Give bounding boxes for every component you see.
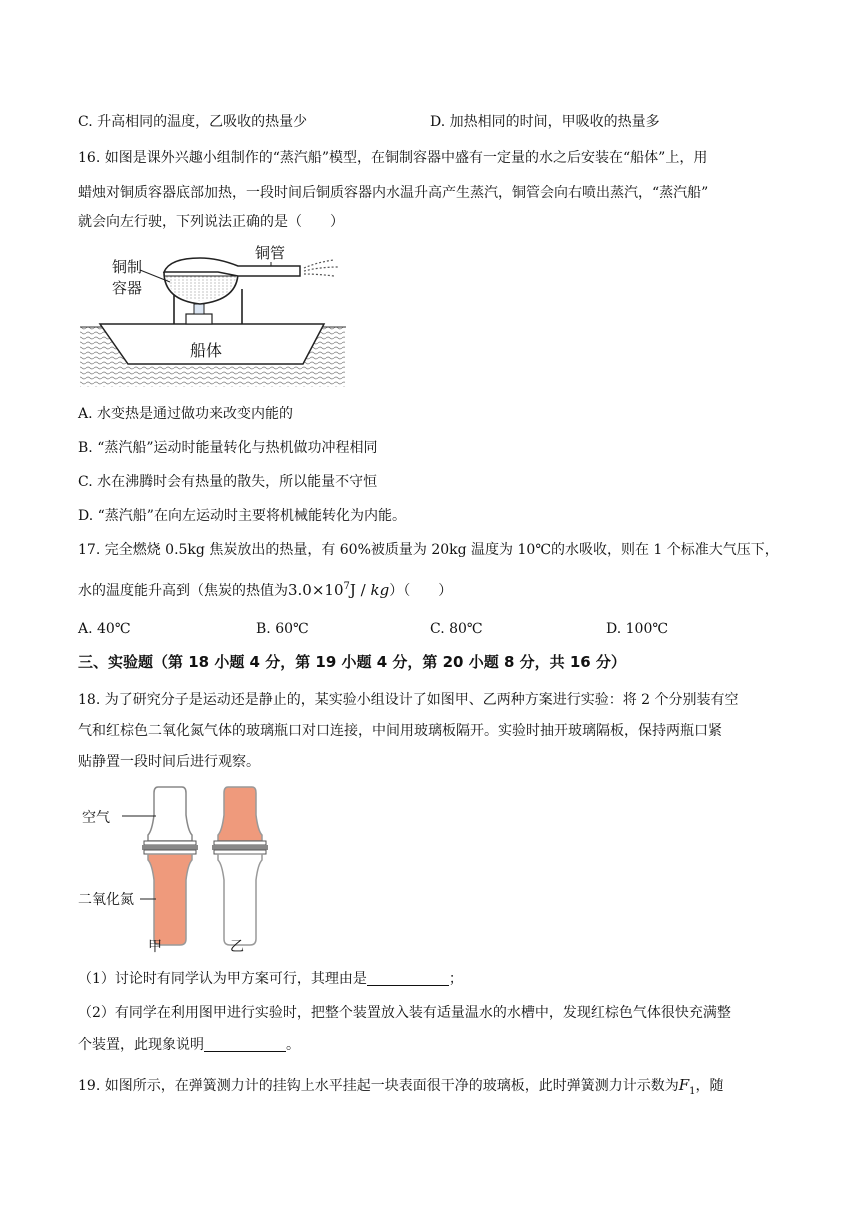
q16-stem-line1: 16. 如图是课外兴趣小组制作的“蒸汽船”模型，在铜制容器中盛有一定量的水之后安装在“船体”上，用 bbox=[78, 150, 708, 166]
label-air: 空气 bbox=[82, 810, 110, 826]
label-copper-container-1: 铜制 bbox=[112, 258, 143, 276]
label-no2: 二氧化氮 bbox=[78, 892, 134, 908]
force-symbol: F bbox=[678, 1076, 690, 1094]
answer-blank-2 bbox=[204, 1037, 286, 1052]
q18-part1: （1）讨论时有同学认为甲方案可行，其理由是 ； bbox=[78, 971, 463, 987]
q17-option-a: A. 40℃ bbox=[78, 621, 131, 637]
q17-option-d: D. 100℃ bbox=[606, 621, 669, 637]
q16-option-d: D. “蒸汽船”在向左运动时主要将机械能转化为内能。 bbox=[78, 508, 406, 524]
q16-stem-line3: 就会向左行驶，下列说法正确的是（ ） bbox=[78, 214, 344, 230]
label-copper-container-2: 容器 bbox=[112, 279, 143, 297]
label-yi: 乙 bbox=[230, 939, 244, 955]
q19-stem-line1: 19. 如图所示，在弹簧测力计的挂钩上水平挂起一块表面很干净的玻璃板，此时弹簧测力计示数为$F_1$，随 bbox=[78, 1076, 724, 1097]
q15-option-c: C. 升高相同的温度，乙吸收的热量少 bbox=[78, 114, 308, 130]
air-bottle-yi bbox=[218, 854, 262, 945]
candle bbox=[186, 314, 212, 324]
q18-stem-line2: 气和红棕色二氧化氮气体的玻璃瓶口对口连接，中间用玻璃板隔开。实验时抽开玻璃隔板，保持两瓶口紧 bbox=[78, 723, 722, 739]
label-copper-pipe: 铜管 bbox=[255, 244, 286, 262]
q16-option-c: C. 水在沸腾时会有热量的散失，所以能量不守恒 bbox=[78, 474, 378, 490]
q17-stem-line2: 水的温度能升高到（焦炭的热值为$3.0\times 10^7J / kg$）（ ） bbox=[78, 581, 453, 599]
bottle-set-yi bbox=[212, 787, 268, 945]
q18-stem-line1: 18. 为了研究分子是运动还是静止的，某实验小组设计了如图甲、乙两种方案进行实验：将 2 个分别装有空 bbox=[78, 692, 739, 708]
q17-option-b: B. 60℃ bbox=[256, 621, 309, 637]
q16-stem-line2: 蜡烛对铜质容器底部加热，一段时间后铜质容器内水温升高产生蒸汽，铜管会向右喷出蒸汽，“蒸汽船” bbox=[78, 185, 709, 201]
q18-part2-line1: （2）有同学在利用图甲进行实验时，把整个装置放入装有适量温水的水槽中，发现红棕色气体很快充满整 bbox=[78, 1005, 731, 1021]
q15-option-d: D. 加热相同的时间，甲吸收的热量多 bbox=[430, 114, 660, 130]
label-boat-hull: 船体 bbox=[190, 341, 223, 360]
section-heading: 三、实验题（第 18 小题 4 分，第 19 小题 4 分，第 20 小题 8 分，共 16 分） bbox=[78, 653, 626, 671]
q17-stem-line1: 17. 完全燃烧 0.5kg 焦炭放出的热量，有 60%被质量为 20kg 温度为 10℃的水吸收，则在 1 个标准大气压下， bbox=[78, 542, 779, 558]
no2-bottle-yi bbox=[218, 787, 262, 841]
answer-blank-1 bbox=[367, 971, 449, 986]
q18-stem-line3: 贴静置一段时间后进行观察。 bbox=[78, 754, 260, 770]
q17-option-c: C. 80℃ bbox=[430, 621, 483, 637]
q16-option-b: B. “蒸汽船”运动时能量转化与热机做功冲程相同 bbox=[78, 440, 378, 456]
air-bottle-jia bbox=[148, 787, 192, 841]
heat-value-formula: $3.0\times 10^7J$ / kg bbox=[288, 581, 390, 599]
label-jia: 甲 bbox=[148, 939, 162, 955]
q16-option-a: A. 水变热是通过做功来改变内能的 bbox=[78, 406, 294, 422]
steam-spray bbox=[304, 260, 338, 276]
bottle-set-jia bbox=[142, 787, 198, 945]
q18-part2-line2: 个装置，此现象说明 。 bbox=[78, 1037, 300, 1053]
